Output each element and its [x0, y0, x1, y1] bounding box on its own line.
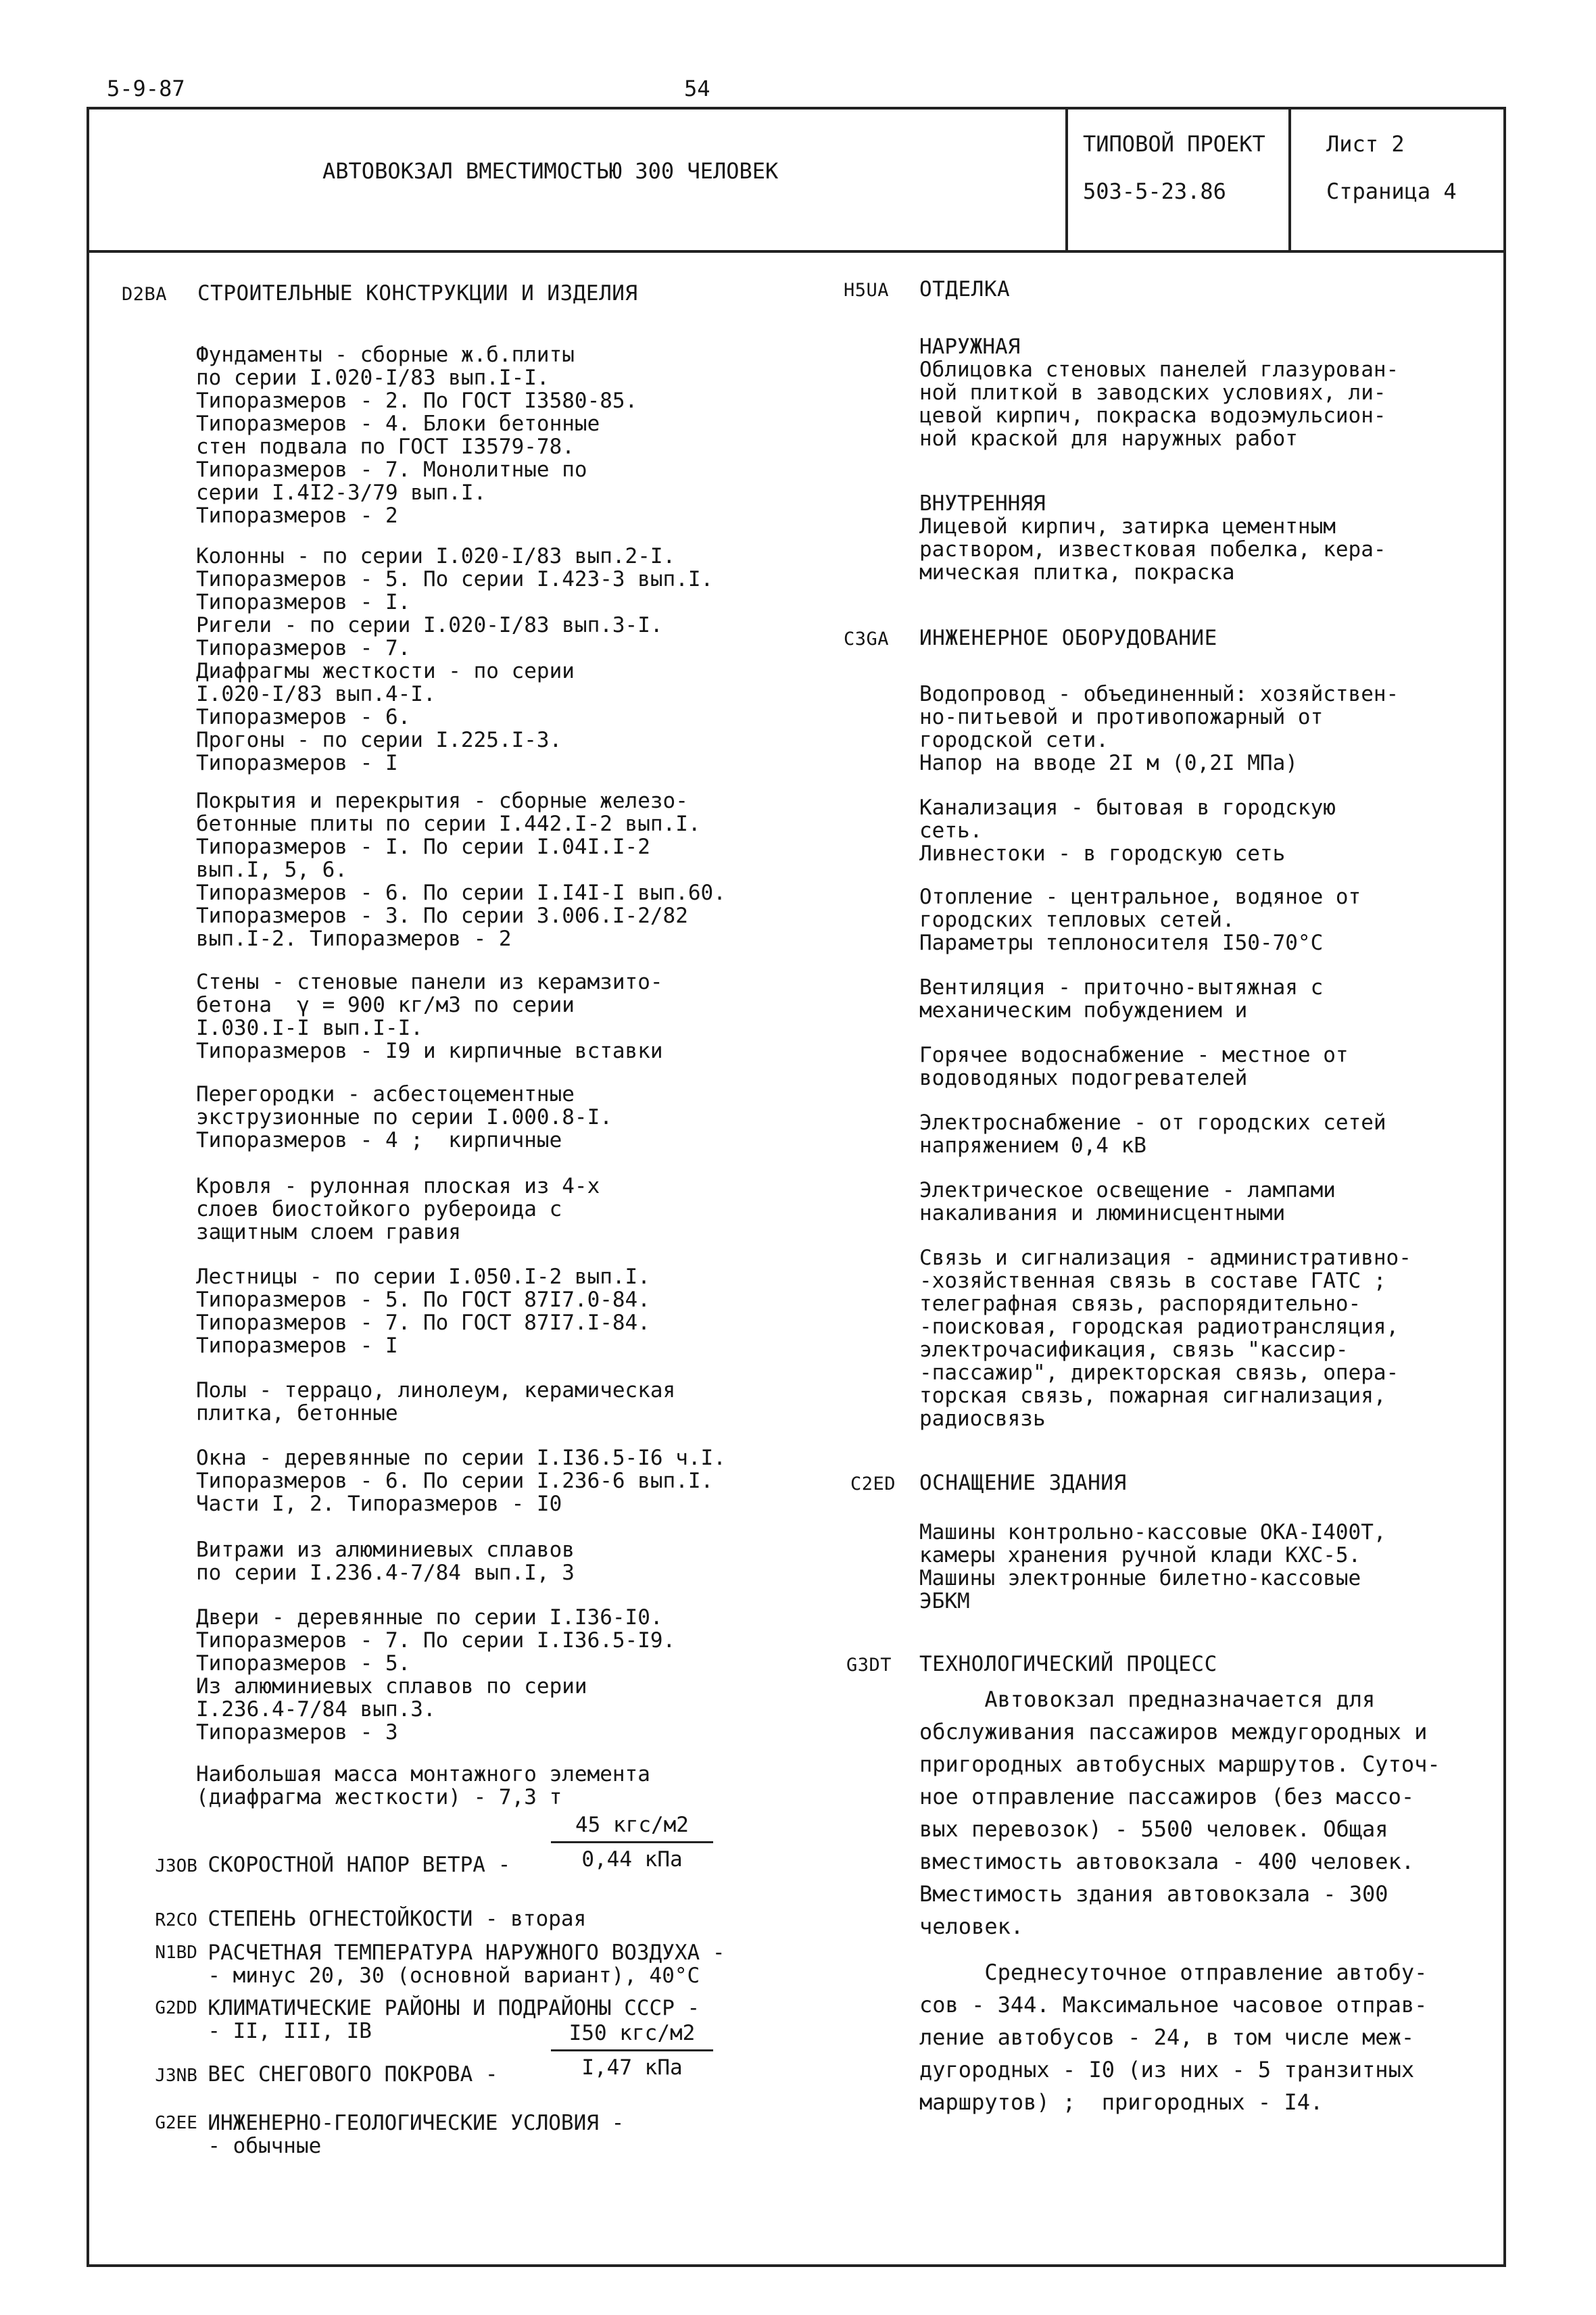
- item-columns: Колонны - по серии I.020-I/83 вып.2-I. Типоразмеров - 5. По серии I.423-3 вып.I. Типоразмеров - I. Ригели - по серии I.020-I/83 вып.3-I. Типоразмеров - 7. Диафрагмы жесткости - по серии I.020-I/83 вып.4-I. Типоразмеров - 6. Прогоны - по серии I.225.I-3. Типоразмеров - I: [196, 544, 714, 775]
- param-snow: [130, 2040, 510, 2087]
- eng-heating: Отопление - центральное, водяное от городских тепловых сетей. Параметры теплоносителя I50-70°C: [919, 885, 1361, 955]
- section-heading-construction: [122, 281, 638, 306]
- finish-exterior: НАРУЖНАЯ Облицовка стеновых панелей глазурован- ной плиткой в заводских условиях, ли- цевой кирпич, покраска водоэмульсион- ной краской для наружных работ: [919, 335, 1399, 451]
- section-heading-engineering: [844, 626, 1217, 650]
- fraction-numerator: I50 кгс/м2: [551, 2021, 713, 2051]
- document-title: АВТОВОКЗАЛ ВМЕСТИМОСТЬЮ 300 ЧЕЛОВЕК: [322, 158, 779, 184]
- snow-fraction: [551, 2021, 713, 2080]
- page-number: 54: [684, 76, 710, 101]
- eng-power: Электроснабжение - от городских сетей напряжением 0,4 кВ: [919, 1111, 1386, 1158]
- sheet-number: Лист 2: [1326, 131, 1405, 157]
- project-label: ТИПОВОЙ ПРОЕКТ: [1083, 131, 1265, 157]
- item-roof: Кровля - рулонная плоская из 4-х слоев биостойкого рубероида с защитным слоем гравия: [196, 1174, 600, 1244]
- title-block: [89, 109, 1503, 253]
- section-code: D2BA: [122, 284, 168, 305]
- param-code: R2CO: [155, 1910, 197, 1930]
- eng-communications: Связь и сигнализация - административно- -хозяйственная связь в составе ГАТС ; телеграфная связь, распорядительно- -поисковая, городская радиотрансляция, электрочасификация, связь "кассир- -пассажир", директорская связь, опера- торская связь, пожарная сигнализация, радиосвязь: [919, 1246, 1411, 1431]
- section-title: ТЕХНОЛОГИЧЕСКИЙ ПРОЦЕСС: [919, 1652, 1217, 1676]
- section-heading-finish: [844, 277, 1010, 301]
- page-label: Страница 4: [1326, 178, 1457, 204]
- param-wind: [130, 1830, 523, 1878]
- wind-fraction: [551, 1813, 713, 1872]
- eng-ventilation: Вентиляция - приточно-вытяжная с механическим побуждением и: [919, 975, 1324, 1023]
- section-title: ОСНАЩЕНИЕ ЗДАНИЯ: [919, 1471, 1127, 1495]
- sheet-cell: [1291, 109, 1503, 250]
- eng-lighting: Электрическое освещение - лампами накаливания и люминисцентными: [919, 1178, 1336, 1225]
- section-heading-process: [846, 1652, 1217, 1676]
- param-code: G2DD: [155, 1998, 197, 2018]
- param-code: J3NB: [155, 2066, 197, 2086]
- item-stairs: Лестницы - по серии I.050.I-2 вып.I. Типоразмеров - 5. По ГОСТ 87I7.0-84. Типоразмеров - 7. По ГОСТ 87I7.I-84. Типоразмеров - I: [196, 1265, 650, 1358]
- section-title: ИНЖЕНЕРНОЕ ОБОРУДОВАНИЕ: [919, 626, 1217, 650]
- section-code: H5UA: [844, 280, 890, 301]
- section-title: ОТДЕЛКА: [919, 277, 1011, 301]
- equipment-list: Машины контрольно-кассовые ОКА-I400Т, камеры хранения ручной клади КХС-5. Машины электронные билетно-кассовые ЭБКМ: [919, 1520, 1386, 1613]
- title-cell: [89, 109, 1068, 250]
- section-title: СТРОИТЕЛЬНЫЕ КОНСТРУКЦИИ И ИЗДЕЛИЯ: [197, 281, 638, 306]
- fraction-numerator: 45 кгс/м2: [551, 1813, 713, 1843]
- item-walls: Стены - стеновые панели из керамзито- бетона γ = 900 кг/м3 по серии I.030.I-I вып.I-I. Типоразмеров - I9 и кирпичные вставки: [196, 970, 663, 1063]
- project-code: 503-5-23.86: [1083, 178, 1226, 204]
- item-glazing: Витражи из алюминиевых сплавов по серии I.236.4-7/84 вып.I, 3: [196, 1538, 575, 1585]
- param-code: J3OB: [155, 1856, 197, 1876]
- document-code: 5-9-87: [107, 76, 185, 101]
- item-doors: Двери - деревянные по серии I.I36-I0. Типоразмеров - 7. По серии I.I36.5-I9. Типоразмеров - 5. Из алюминиевых сплавов по серии I.236.4-7/84 вып.3. Типоразмеров - 3: [196, 1605, 676, 1745]
- item-partitions: Перегородки - асбестоцементные экструзионные по серии I.000.8-I. Типоразмеров - 4 ; кирпичные: [196, 1082, 612, 1152]
- param-label: ВЕС СНЕГОВОГО ПОКРОВА -: [208, 2062, 511, 2087]
- process-paragraph-1: Автовокзал предназначается для обслуживания пассажиров междугородных и пригородных автобусных маршрутов. Суточ- ное отправление пассажиров (без массо- вых перевозок) - 5500 человек. Общая вместимость автовокзала - 400 человек. Вместимость здания автовокзала - 300 человек.: [919, 1686, 1441, 1939]
- section-heading-equipment: [850, 1471, 1127, 1495]
- eng-water: Водопровод - объединенный: хозяйствен- но-питьевой и противопожарный от городской сети. Напор на вводе 2I м (0,2I МПа): [919, 682, 1399, 775]
- fraction-denominator: I,47 кПа: [581, 2055, 683, 2080]
- param-text: СТЕПЕНЬ ОГНЕСТОЙКОСТИ - вторая: [208, 1907, 587, 1931]
- item-foundations: Фундаменты - сборные ж.б.плиты по серии I.020-I/83 вып.I-I. Типоразмеров - 2. По ГОСТ I3580-85. Типоразмеров - 4. Блоки бетонные стен подвала по ГОСТ I3579-78. Типоразмеров - 7. Монолитные по серии I.4I2-3/79 вып.I. Типоразмеров - 2: [196, 343, 638, 528]
- param-code: G2EE: [155, 2113, 197, 2133]
- eng-hot-water: Горячее водоснабжение - местное от водоводяных подогревателей: [919, 1043, 1349, 1090]
- item-floors-slabs: Покрытия и перекрытия - сборные железо- бетонные плиты по серии I.442.I-2 вып.I. Типоразмеров - I. По серии I.04I.I-2 вып.I, 5, 6. Типоразмеров - 6. По серии I.I4I-I вып.60. Типоразмеров - 3. По серии 3.006.I-2/82 вып.I-2. Типоразмеров - 2: [196, 789, 726, 951]
- section-code: C2ED: [850, 1473, 896, 1494]
- process-paragraph-2: Среднесуточное отправление автобу- сов - 344. Максимальное часовое отправ- ление автобусов - 24, в том числе меж- дугородных - I0 (из них - 5 транзитных маршрутов) ; пригородных - I4.: [919, 1959, 1428, 2115]
- param-code: N1BD: [155, 1943, 197, 1963]
- param-label: СКОРОСТНОЙ НАПОР ВЕТРА -: [208, 1853, 523, 1877]
- section-code: G3DT: [846, 1655, 892, 1676]
- item-windows: Окна - деревянные по серии I.I36.5-I6 ч.I. Типоразмеров - 6. По серии I.236-6 вып.I. Части I, 2. Типоразмеров - I0: [196, 1446, 726, 1516]
- param-text: РАСЧЕТНАЯ ТЕМПЕРАТУРА НАРУЖНОГО ВОЗДУХА - - минус 20, 30 (основной вариант), 40°C: [208, 1941, 725, 1988]
- project-cell: [1068, 109, 1291, 250]
- item-max-mass: Наибольшая масса монтажного элемента (диафрагма жесткости) - 7,3 т: [196, 1762, 650, 1809]
- fraction-denominator: 0,44 кПа: [581, 1847, 683, 1872]
- param-text: КЛИМАТИЧЕСКИЕ РАЙОНЫ И ПОДРАЙОНЫ СССР - - II, III, IB: [208, 1996, 700, 2043]
- eng-sewerage: Канализация - бытовая в городскую сеть. Ливнестоки - в городскую сеть: [919, 796, 1336, 866]
- section-code: C3GA: [844, 629, 890, 650]
- item-floors: Полы - террацо, линолеум, керамическая плитка, бетонные: [196, 1378, 676, 1425]
- param-geology: [130, 2089, 624, 2158]
- param-text: ИНЖЕНЕРНО-ГЕОЛОГИЧЕСКИЕ УСЛОВИЯ - - обычные: [208, 2111, 625, 2158]
- finish-interior: ВНУТРЕННЯЯ Лицевой кирпич, затирка цементным раствором, известковая побелка, кера- мическая плитка, покраска: [919, 491, 1386, 585]
